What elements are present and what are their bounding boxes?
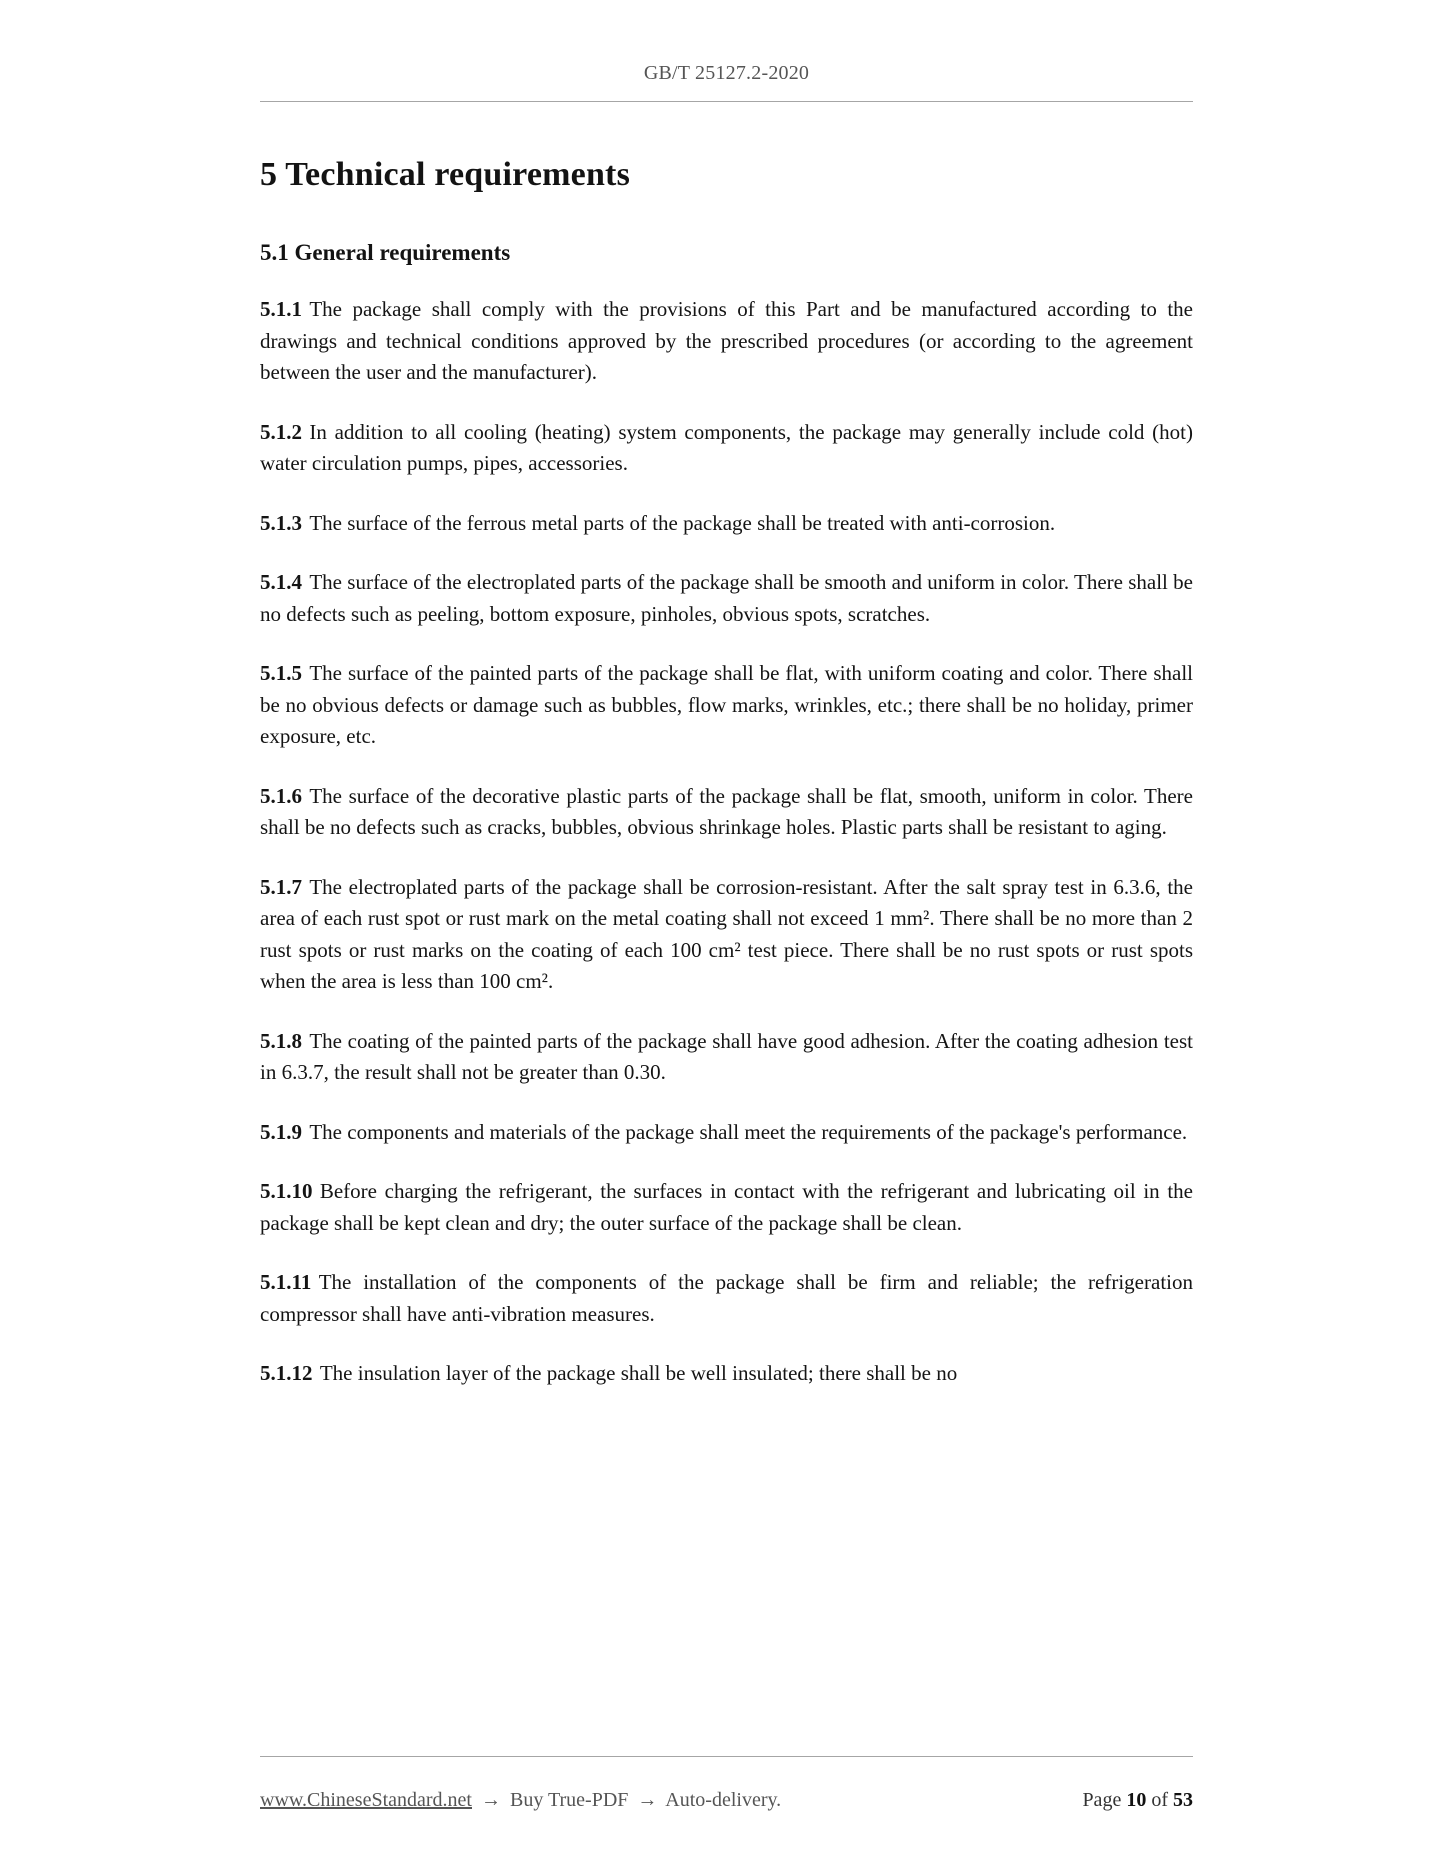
clause-number: 5.1.10 (260, 1179, 313, 1203)
header-rule (260, 101, 1193, 102)
clause-text: The surface of the ferrous metal parts of the package shall be treated with anti-corrosion. (309, 510, 1056, 535)
footer-rule (260, 1756, 1193, 1757)
clause-5-1-2 (260, 417, 1193, 480)
clause-number: 5.1.11 (260, 1270, 312, 1294)
page-number-total: 53 (1173, 1789, 1193, 1811)
clause-text: The installation of the components of the package shall be firm and reliable; the refrigeration compressor shall have anti-vibration measures. (260, 1270, 1193, 1326)
clause-text: In addition to all cooling (heating) system components, the package may generally include cold (hot) water circulation pumps, pipes, accessories. (260, 419, 1193, 475)
page-label: Page (1082, 1789, 1122, 1811)
of-label: of (1151, 1789, 1168, 1811)
clause-number: 5.1.1 (260, 297, 302, 321)
clause-5-1-8 (260, 1026, 1193, 1089)
clause-5-1-6 (260, 781, 1193, 844)
page-number-current: 10 (1126, 1789, 1147, 1811)
clause-5-1-1 (260, 294, 1193, 389)
clause-text: Before charging the refrigerant, the surfaces in contact with the refrigerant and lubricating oil in the package shall be kept clean and dry; the outer surface of the package shall be clean. (260, 1179, 1193, 1235)
page-footer (260, 1756, 1193, 1812)
arrow-right-icon: → (637, 1789, 658, 1811)
clause-5-1-5 (260, 658, 1193, 753)
clause-text: The surface of the electroplated parts of the package shall be smooth and uniform in color. There shall be no defects such as peeling, bottom exposure, pinholes, obvious spots, scratches. (260, 570, 1193, 626)
clause-5-1-11 (260, 1267, 1193, 1330)
document-number: GB/T 25127.2-2020 (643, 62, 810, 84)
clause-text: The package shall comply with the provisions of this Part and be manufactured according to the drawings and technical conditions approved by the prescribed procedures (or according to the agreement between the user and the manufacturer). (260, 297, 1193, 384)
clause-number: 5.1.7 (260, 874, 302, 899)
page-header (260, 62, 1193, 101)
footer-branding (260, 1789, 781, 1812)
clause-text: The electroplated parts of the package shall be corrosion-resistant. After the salt spray test in 6.3.6, the area of each rust spot or rust mark on the metal coating shall not exceed 1 mm². There shall be no more than 2 rust spots or rust marks on the coating of each 100 cm² test piece. There shall be no rust spots or rust spots when the area is less than 100 cm². (260, 874, 1193, 993)
clause-number: 5.1.6 (260, 783, 302, 808)
footer-action-delivery: Auto-delivery. (665, 1789, 782, 1811)
footer-action-buy: Buy True-PDF (510, 1789, 629, 1811)
clause-text: The insulation layer of the package shall be well insulated; there shall be no (319, 1361, 958, 1385)
clause-5-1-4 (260, 567, 1193, 630)
clause-number: 5.1.9 (260, 1119, 302, 1144)
clause-5-1-9 (260, 1117, 1193, 1149)
clause-5-1-12 (260, 1358, 1193, 1390)
clause-number: 5.1.8 (260, 1028, 302, 1053)
clause-5-1-3 (260, 508, 1193, 540)
clause-text: The coating of the painted parts of the package shall have good adhesion. After the coating adhesion test in 6.3.7, the result shall not be greater than 0.30. (260, 1028, 1193, 1084)
clause-number: 5.1.4 (260, 570, 302, 594)
clause-5-1-10 (260, 1176, 1193, 1239)
footer-link[interactable]: www.ChineseStandard.net (260, 1789, 472, 1811)
clause-text: The components and materials of the package shall meet the requirements of the package's performance. (309, 1119, 1188, 1144)
subsection-title: 5.1 General requirements (260, 240, 511, 265)
page-indicator (1082, 1789, 1193, 1812)
clause-text: The surface of the decorative plastic parts of the package shall be flat, smooth, uniform in color. There shall be no defects such as cracks, bubbles, obvious shrinkage holes. Plastic parts shall be resistant to aging. (260, 783, 1193, 839)
section-title: 5 Technical requirements (260, 156, 631, 193)
clause-5-1-7 (260, 872, 1193, 998)
clause-text: The surface of the painted parts of the package shall be flat, with uniform coating and color. There shall be no obvious defects or damage such as bubbles, flow marks, wrinkles, etc.; there shall be no holiday, primer exposure, etc. (260, 661, 1193, 748)
clause-number: 5.1.12 (260, 1361, 313, 1385)
clause-number: 5.1.2 (260, 419, 302, 444)
clause-number: 5.1.5 (260, 661, 302, 685)
arrow-right-icon: → (481, 1789, 501, 1811)
clause-number: 5.1.3 (260, 510, 302, 535)
